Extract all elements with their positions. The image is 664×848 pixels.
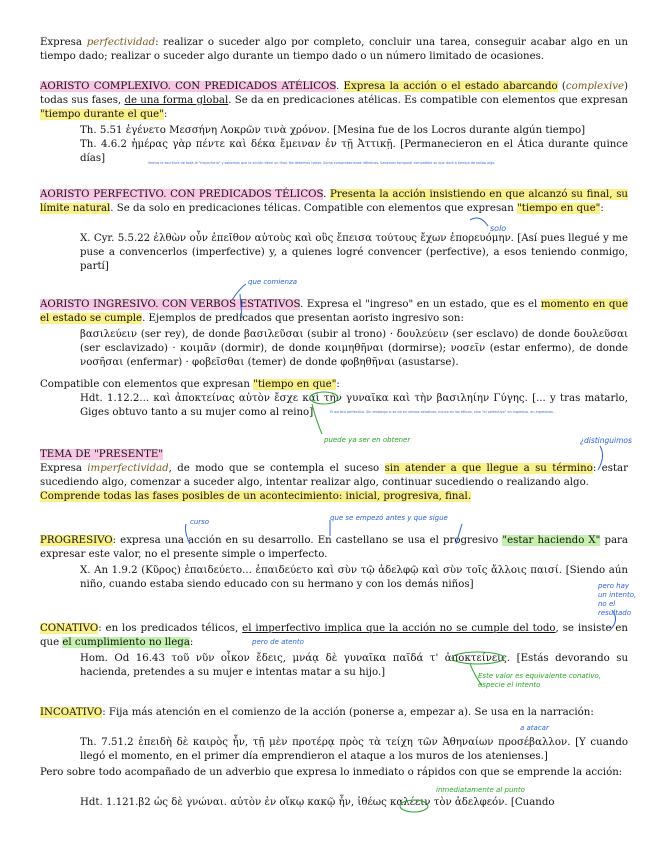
annotation-inmediatamente: inmediatamente al punto <box>436 786 525 794</box>
example-hdt-1-121: Hdt. 1.121.β2 ὡς δὲ γνώναι. αὐτὸν ἐν οἴκῳ κακῷ ἦν, ἰθέως καλέειν τὸν ἀδελφεόν. [Cuando <box>80 797 555 808</box>
ingresivo-verb-list: βασιλεύειν (ser rey), de donde βασιλεῦσαι (subir al trono) · δουλεύειν (ser esclavo) de donde δουλεῦσαι (ser esclavizado) · κοιμᾶν (dormir), de donde κοιμηθῆναι (dormirse); νοσεῖν (estar enfermo), de donde νοσῆσαι (enfermar) · φοβεῖσθαι (temer) de donde φοβηθῆναι (asustarse). <box>80 329 628 368</box>
annotation-este-valor: Este valor es equivalente conativo, especie el intento <box>478 672 602 689</box>
section-aoristo-perfectivo: AORISTO PERFECTIVO. CON PREDICADOS TÉLICOS. Presenta la acción insistiendo en que alcanzó su final, su límite natural. Se da solo en predicaciones télicas. Compatible con elementos que expresan "tiempo en que": <box>40 189 628 214</box>
incoativo-adverb-line: Pero sobre todo acompañado de un adverbio que expresa lo inmediato o rápidos con que se emprende la acción: <box>40 767 623 778</box>
section-aoristo-complexivo: AORISTO COMPLEXIVO. CON PREDICADOS ATÉLICOS. Expresa la acción o el estado abarcando (complexive) todas sus fases, de una forma global. Se da en predicaciones atélicas. Es compatible con elementos que expresan "tiempo durante el que": <box>40 81 628 120</box>
example-th-7-51-2: Th. 7.51.2 ἐπειδὴ δὲ καιρὸς ἦν, τῇ μὲν προτέρᾳ πρὸς τὰ τείχη τῶν Ἀθηναίων προσέβαλλον. [Y cuando llegó el momento, en el primer día emprendieron el ataque a los muros de los atenienses.] <box>80 737 628 762</box>
section-title: PROGRESIVO <box>40 535 113 546</box>
section-title: TEMA DE "PRESENTE" <box>40 449 163 460</box>
tiny-note-1: Vemos la escritura de toda la "trayectoria" y sabemos que la acción tiene un final. No debemos haber. Suma comprobaciones idénticas. Sabemos temporal compatible su que duró a tiempo de salida algo. <box>148 161 496 165</box>
section-title: AORISTO COMPLEXIVO. CON PREDICADOS ATÉLICOS <box>40 81 337 92</box>
intro-paragraph: Expresa perfectividad: realizar o suceder algo por completo, concluir una tarea, conseguir acabar algo en un tiempo dado; realizar o suceder algo durante un tiempo dado o un número limitado de ocasiones. <box>40 37 628 62</box>
section-title: CONATIVO <box>40 623 99 634</box>
section-title: INCOATIVO <box>40 707 103 718</box>
section-incoativo: INCOATIVO: Fija más atención en el comienzo de la acción (ponerse a, empezar a). Se usa en la narración: <box>40 707 594 718</box>
annotation-puede-ser: puede ya ser en obtener <box>324 436 411 444</box>
example-th-4-6-2: Th. 4.6.2 ἡμέρας γὰρ πέντε καὶ δέκα ἔμειναν ἐν τῇ Ἀττικῇ. [Permanecieron en el Ática durante quince días] <box>80 139 628 164</box>
term-perfectividad: perfectividad <box>86 37 156 48</box>
section-aoristo-ingresivo: AORISTO INGRESIVO. CON VERBOS ESTATIVOS. Expresa el "ingreso" en un estado, que es el momento en que el estado se cumple. Ejemplos de predicados que presentan aoristo ingresivo son: <box>40 299 628 324</box>
example-hdt-1-12-2: Hdt. 1.12.2... καὶ ἀποκτείνας αὐτὸν ἔσχε καὶ τὴν γυναῖκα καὶ τὴν βασιληίην Γύγης. [... y tras matarlo, Giges obtuvo tanto a su mujer como al reino] <box>80 393 628 418</box>
tiny-note-2: El aoristo perfectivo. Sin embargo si se da en verbos estativos, nunca en los télicos, sino "el perfectivo" en ingresivo, en ingresivos. <box>330 410 554 414</box>
annotation-pero-hay: pero hay un intento, no el resultado <box>598 582 637 617</box>
example-hom-od: Hom. Od 16.43 τοῦ νῦν οἶκον ἔδεις, μνάᾳ δὲ γυναῖκα παῖδά τ' ἀποκτείνεις. [Estás devorando su hacienda, pretendes a su mujer e intentas matar a su hijo.] <box>80 653 628 678</box>
section-title: AORISTO INGRESIVO. CON VERBOS ESTATIVOS <box>40 299 301 310</box>
annotation-a-atacar: a atacar <box>520 724 549 732</box>
section-tema-presente: TEMA DE "PRESENTE" Expresa imperfectividad, de modo que se contempla el suceso sin atender a que llegue a su término: estar sucediendo algo, comenzar a suceder algo, intentar realizar algo, continuar sucediendo o realizando algo. Comprende todas las fases posibles de un acontecimiento: inicial, progresiva, final. <box>40 449 628 502</box>
example-x-cyr: X. Cyr. 5.5.22 ἐλθὼν οὖν ἐπεῖθον αὐτοὺς καὶ οὓς ἔπεισα τούτους ἔχων ἐπορευόμην. [Así pues llegué y me puse a convencerlos (imperfective) y, a quienes logré convencer (perfective), a esos teniendo conmigo, partí] <box>80 233 628 272</box>
section-progresivo: PROGRESIVO: expresa una acción en su desarrollo. En castellano se usa el progresivo "estar haciendo X" para expresar este valor, no el presente simple o imperfecto. <box>40 535 628 560</box>
section-conativo: CONATIVO: en los predicados télicos, el imperfectivo implica que la acción no se cumple del todo, se insiste en que el cumplimiento no llega: <box>40 623 628 648</box>
annotation-solo: solo <box>490 224 507 233</box>
example-th-5-51: Th. 5.51 ἐγένετο Μεσσήνη Λοκρῶν τινὰ χρόνον. [Mesina fue de los Locros durante algún tiempo] <box>80 125 586 136</box>
annotation-distinguimos: ¿distinguimos <box>580 436 632 445</box>
section-title: AORISTO PERFECTIVO. CON PREDICADOS TÉLICOS <box>40 189 324 200</box>
annotation-que-comienza: que comienza <box>248 278 298 286</box>
annotation-pero-de-atento: pero de atento <box>252 638 304 646</box>
annotation-que-se-empieza: que se empezó antes y que sigue <box>330 514 448 522</box>
annotation-curso: curso <box>190 518 210 526</box>
example-x-an: X. An 1.9.2 (Κῦρος) ἐπαιδεύετο... ἐπαιδεύετο καὶ σὺν τῷ ἀδελφῷ καὶ σὺν τοῖς ἄλλοις παισί. [Siendo aún niño, cuando estaba siendo educado con su hermano y con los demás niños] <box>80 565 628 590</box>
compat-line: Compatible con elementos que expresan "tiempo en que": <box>40 379 340 390</box>
